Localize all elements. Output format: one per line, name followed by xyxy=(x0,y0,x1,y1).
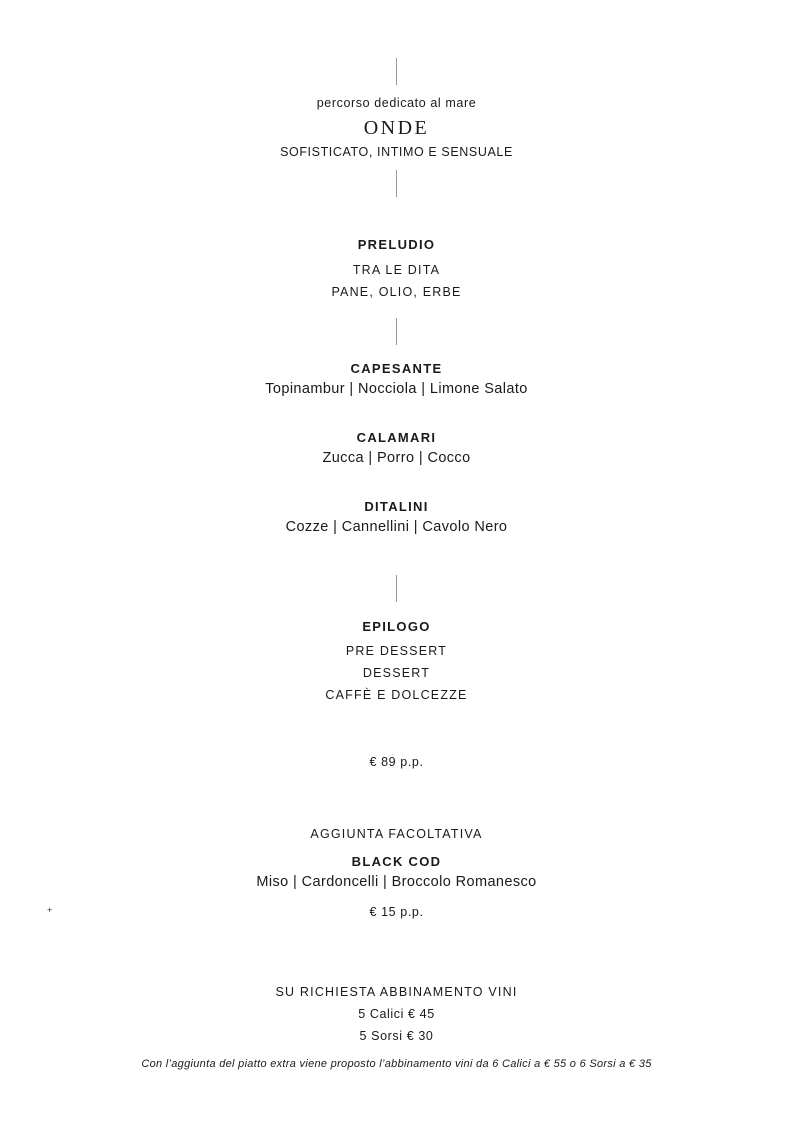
extra-price: € 15 p.p. xyxy=(369,905,424,919)
divider-line xyxy=(396,58,397,85)
wine-option: 5 Calici € 45 xyxy=(358,1007,435,1021)
plus-mark: + xyxy=(47,905,53,915)
wine-option: 5 Sorsi € 30 xyxy=(359,1029,434,1043)
epilogo-item: DESSERT xyxy=(362,666,431,680)
wine-note: Con l’aggiunta del piatto extra viene proposto l’abbinamento vini da 6 Calici a € 55 o 6 Sorsi a € 35 xyxy=(141,1058,652,1070)
preludio-item: TRA LE DITA xyxy=(352,263,441,277)
extra-dish-name: BLACK COD xyxy=(351,854,442,869)
course-ingredients: Cozze | Cannellini | Cavolo Nero xyxy=(285,519,508,535)
menu-title: ONDE xyxy=(363,117,430,139)
divider-line xyxy=(396,318,397,345)
extra-label: AGGIUNTA FACOLTATIVA xyxy=(310,827,483,841)
section-heading-preludio: PRELUDIO xyxy=(357,237,436,252)
course-ingredients: Zucca | Porro | Cocco xyxy=(322,450,471,466)
course-name: CAPESANTE xyxy=(350,361,443,376)
menu-price: € 89 p.p. xyxy=(369,755,424,769)
course-ingredients: Topinambur | Nocciola | Limone Salato xyxy=(265,381,528,397)
course-name: DITALINI xyxy=(364,499,429,514)
wine-heading: SU RICHIESTA ABBINAMENTO VINI xyxy=(275,985,518,999)
extra-dish-ingredients: Miso | Cardoncelli | Broccolo Romanesco xyxy=(256,874,537,890)
menu-tagline: SOFISTICATO, INTIMO E SENSUALE xyxy=(280,145,513,159)
divider-line xyxy=(396,575,397,602)
preludio-item: PANE, OLIO, ERBE xyxy=(331,285,462,299)
epilogo-item: PRE DESSERT xyxy=(345,644,448,658)
section-heading-epilogo: EPILOGO xyxy=(362,619,431,634)
divider-line xyxy=(396,170,397,197)
epilogo-item: CAFFÈ E DOLCEZZE xyxy=(325,688,468,702)
course-name: CALAMARI xyxy=(356,430,437,445)
menu-subtitle: percorso dedicato al mare xyxy=(316,96,477,110)
